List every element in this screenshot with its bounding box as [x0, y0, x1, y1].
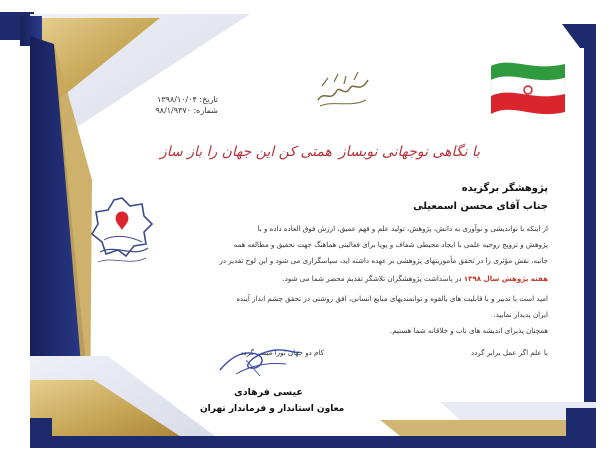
number-line: شماره: ۹۸/۱/۹۳۷۰ [155, 106, 218, 115]
poem-right: با علم اگر عمل برابر گردد [470, 348, 548, 357]
governorate-emblem [90, 196, 154, 268]
body-line-7: همچنان پذیرای اندیشه های ناب و خلاقانه شما هستیم. [389, 326, 548, 335]
slogan-right: با نگاهی نوجهانی نوبساز [338, 144, 480, 160]
body-line-4 [282, 274, 548, 284]
date-number-block [138, 94, 218, 116]
body-line-4-rest: در پاسداشت پژوهشگران تلاشگر تقدیم محضر شما می شود. [282, 274, 462, 283]
date-line: تاریخ: ۱۳۹۸/۱۰/۰۴ [157, 95, 218, 104]
handwritten-signature [216, 340, 302, 380]
research-week-highlight: هفته پژوهش سال ۱۳۹۸ [463, 274, 548, 283]
bismillah-calligraphy [314, 70, 372, 110]
body-line-6: ایران پدیدار نمایید. [493, 310, 548, 319]
recipient-name: جناب آقای محسن اسمعیلی [413, 201, 548, 212]
signatory-name: عیسی فرهادی [234, 387, 303, 398]
slogan [160, 144, 480, 172]
certificate-title: پژوهشگر برگزیده [461, 183, 548, 194]
signatory-title: معاون استاندار و فرماندار تهران [200, 404, 345, 414]
iran-flag-icon [489, 56, 567, 128]
poem-left: کام دو جهان تورا میسر گردد [240, 348, 324, 357]
slogan-left: همتی کن این جهان را باز ساز [160, 144, 332, 160]
body-line-1: از اینکه با نواندیشی و نوآوری به دانش، پژوهش، تولید علم و فهم عمیق، ارزش فوق العاده داده و با [257, 224, 548, 233]
body-line-3: جانبه، نقش مؤثری را در تحقق مأموریتهای پژوهشی بر عهده داشته اید، سپاسگزاری می شود و این لوح تقدیر در [219, 256, 548, 265]
body-line-2: پژوهش و ترویج روحیه علمی با ایجاد محیطی شفاف و پویا برای فعالیتی هماهنگ جهت تحقیق و مطالعه همه [233, 240, 548, 249]
body-line-5: امید است با تدبیر و با قابلیت های بالقوه و توانمندیهای منابع انسانی، افق روشنی در تحقق چشم انداز آینده [236, 294, 548, 303]
